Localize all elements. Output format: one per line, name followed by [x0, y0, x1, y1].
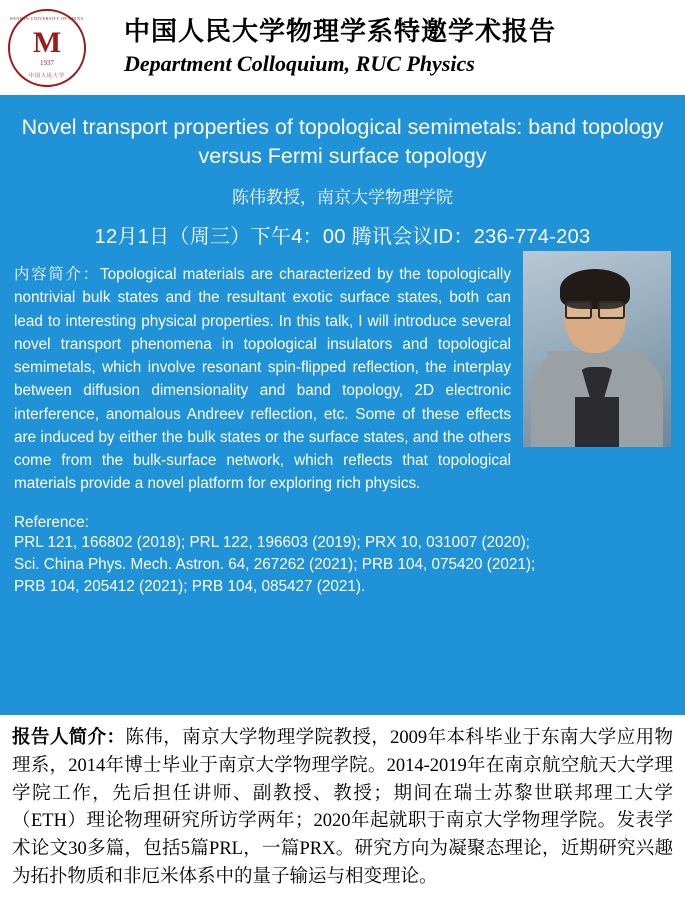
speaker-portrait — [523, 251, 671, 447]
reference-line: PRL 121, 166802 (2018); PRL 122, 196603 (2019); PRX 10, 031007 (2020); — [14, 533, 530, 551]
poster-header — [0, 0, 685, 95]
logo-mark: M — [32, 25, 62, 59]
university-logo-icon — [8, 9, 86, 87]
reference-line: Sci. China Phys. Mech. Astron. 64, 267262 (2021); PRB 104, 075420 (2021); — [14, 555, 536, 573]
talk-speaker: 陈伟教授，南京大学物理学院 — [232, 188, 453, 208]
logo-year: 1937 — [40, 58, 54, 67]
logo-ring-text-top: RENMIN UNIVERSITY OF CHINA — [10, 15, 84, 21]
talk-datetime-meeting-id: 12月1日（周三）下午4：00 腾讯会议ID：236-774-203 — [94, 226, 591, 249]
header-title-english: Department Colloquium, RUC Physics — [124, 51, 475, 77]
bio-label: 报告人简介： — [12, 728, 126, 748]
abstract-text: Topological materials are characterized by the topologically nontrivial bulk states and the resultant exotic surface states, both can lead to interesting physical properties. In this talk, I will introduce several novel transport phenomena in topological insulators and topological semimetals, which involve resonant spin-flipped reflection, the interplay between diffusion dimensionality and band topology, 2D electronic interference, anomalous Andreev reflection, etc. Some of these effects are induced by either the bulk states or the surface states, and the others come from the bulk-surface network, which reflects that topological materials provide a novel platform for exploring rich physics. — [14, 266, 511, 493]
abstract-label: 内容简介： — [14, 266, 100, 284]
talk-panel — [0, 95, 685, 715]
header-titles — [124, 16, 556, 79]
reference-line: PRB 104, 205412 (2021); PRB 104, 085427 (2021). — [14, 577, 366, 595]
speaker-bio — [0, 715, 685, 898]
reference-label: Reference: — [14, 513, 89, 531]
talk-title: Novel transport properties of topological semimetals: band topology versus Fermi surface topology — [21, 115, 664, 169]
portrait-glasses-icon — [565, 301, 625, 316]
header-title-chinese: 中国人民大学物理学系特邀学术报告 — [124, 16, 557, 46]
bio-text: 陈伟，南京大学物理学院教授，2009年本科毕业于东南大学应用物理系，2014年博士毕业于南京大学物理学院。2014-2019年在南京航空航天大学理学院工作，先后担任讲师、副教授、教授；期间在瑞士苏黎世联邦理工大学（ETH）理论物理研究所访学两年；2020年起就职于南京大学物理学院。发表学术论文30多篇，包括5篇PRL，一篇PRX。研究方向为凝聚态理论，近期研究兴趣为拓扑物质和非厄米体系中的量子输运与相变理论。 — [12, 728, 673, 887]
reference-list — [14, 532, 671, 599]
logo-ring-text-bottom: 中国人民大学 — [28, 73, 65, 79]
